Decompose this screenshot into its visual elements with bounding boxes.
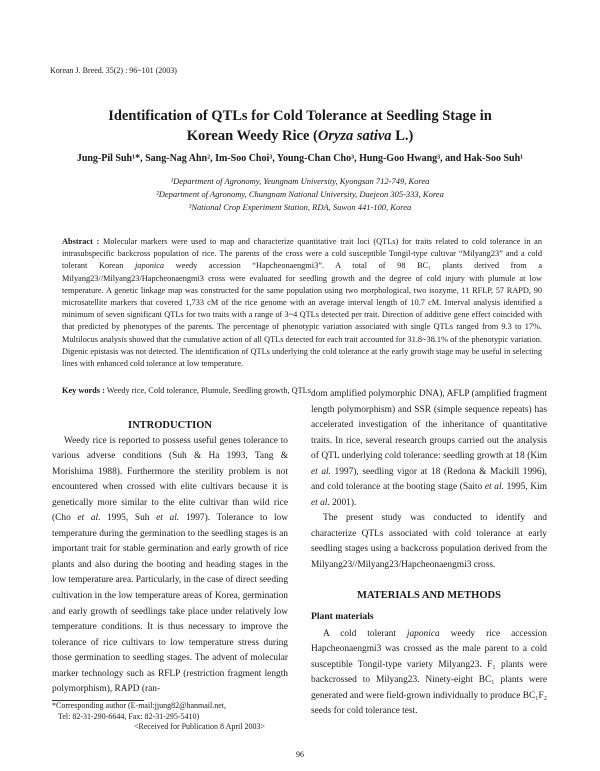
abstract-text-1: Molecular markers were used to map and characterize quantitative trait loci (QTLs) for traits related to cold tolerance in an intrasubspecific backcross population of rice. The parents of the cross were a cold susceptible Tongil-type cultivar “Milyang23” and a cold tolerant Korean xyxy=(62,237,542,271)
intro-cont-etal-3: et al. xyxy=(311,497,330,508)
intro-paragraph-2: The present study was conducted to identify and characterize QTLs associated with cold tolerance at early seedling stages using a backcross population derived from the Milyang23//Milyang23/Hapcheonaengmi3 cross. xyxy=(311,513,547,571)
intro-cont-etal-2: et al. xyxy=(484,482,504,493)
methods-text-b: weedy rice accession Hapcheonaengmi3 was crossed as the male parent to a cold susceptible Tongil-type variety Milyang23. F₁ plants were backcrossed to Milyang23. Ninety-eight BC₁ plants were generated and were field-grown individually to produce BC₁F₂ seeds for cold tolerance test. xyxy=(311,628,547,717)
intro-text-a: Weedy rice is reported to possess useful genes tolerance to various adverse conditions (Suh & Ha 1993, Tang & Morishima 1988). Furthermore the sterility problem is not encountered when crossed with elite cultivars because it is genetically more similar to the elite cultivar than wild rice (Cho xyxy=(52,435,288,524)
footnote-line-1: *Corresponding author (E-mail:jjung82@hanmail.net, xyxy=(52,701,226,710)
page-number: 96 xyxy=(296,750,304,759)
intro-text-c: 1997). Tolerance to low temperature during the germination to the seedling stages is an important trait for stable germination and early growth of rice plants and also during the booting and heading stages in the low temperature area. Particularly, in the case of direct seeding cultivation in the low temperature areas of Korea, germination and early growth of seedlings take place under relatively low temperature conditions. It is thus necessary to improve the tolerance of rice cultivars to low temperature stress during those germination to seedling stages. The advent of molecular marker technology such as RFLP (restriction fragment length polymorphism), RAPD (ran- xyxy=(52,513,289,695)
right-column xyxy=(311,387,547,720)
methods-text-a: A cold tolerant xyxy=(323,628,407,639)
left-column xyxy=(52,418,288,698)
introduction-heading: INTRODUCTION xyxy=(127,420,212,431)
keywords-label: Key words : xyxy=(62,386,105,395)
title-line-2-end: L.) xyxy=(391,128,414,144)
intro-cont-etal-1: et al. xyxy=(311,466,331,477)
footnote xyxy=(52,701,302,733)
methods-heading: MATERIALS AND METHODS xyxy=(357,589,501,601)
intro-paragraph-1 xyxy=(52,434,288,698)
abstract-label: Abstract : xyxy=(62,237,100,246)
methods-paragraph xyxy=(311,627,547,720)
intro-etal-1: et al. xyxy=(77,513,101,524)
plant-materials-heading: Plant materials xyxy=(311,611,374,623)
intro-cont-a: dom amplified polymorphic DNA), AFLP (amplified fragment length polymorphism) and SSR (simple sequence repeats) has accelerated investigation of the inheritance of quantitative traits. In rice, several research groups carried out the analysis of QTL underlying cold tolerance: seedling growth at 18 (Kim xyxy=(311,389,547,462)
intro-cont-b: 1997), seedling vigor at 18 (Redona & Mackill 1996), and cold tolerance at the booting stage (Saito xyxy=(311,466,547,493)
keywords-text: Weedy rice, Cold tolerance, Plumule, Seedling growth, QTLs xyxy=(104,386,311,395)
affiliation-1: ¹Department of Agronomy, Yeungnam University, Kyongsan 712-749, Korea xyxy=(170,176,430,186)
intro-cont-d: 2001). xyxy=(329,497,357,508)
affiliations xyxy=(40,175,560,214)
abstract-text-2: weedy accession “Hapcheonaengmi3”. A total of 98 BC₁ plants derived from a Milyang23//Milyang23/Hapcheonaengmi3 cross were evaluated for seedling growth and the degree of cold injury with plumule at low temperature. A genetic linkage map was constructed for the same population using two morphological, two isozyme, 11 RFLP, 57 RAPD, 90 microsatellite markers that covered 1,733 cM of the rice genome with an average interval length of 10.7 cM. Interval analysis identified a minimum of seven significant QTLs for two traits with a range of 3~4 QTLs detected per trait. Direction of additive gene effect coincided with that predicted by phenotypes of the parents. The percentage of phenotypic variation associated with single QTLs ranged from 9.3 to 17%. Multilocus analysis showed that the cumulative action of all QTLs detected for each trait accounted for 31.8~38.1% of the phenotypic variation. Digenic epistasis was not detected. The identification of QTLs underlying the cold tolerance at the early growth stage may be useful in selecting lines with enhanced cold tolerance at low temperature. xyxy=(62,261,543,369)
title-line-2 xyxy=(40,126,560,146)
title-line-2-text: Korean Weedy Rice ( xyxy=(186,128,318,144)
journal-header: Korean J. Breed. 35(2) : 96~101 (2003) xyxy=(50,66,177,75)
author-list: Jung-Pil Suh¹*, Sang-Nag Ahn², Im-Soo Choi³, Young-Chan Cho³, Hung-Goo Hwang³, and Hak-Soo Suh¹ xyxy=(76,153,524,164)
footnote-line-2: Tel: 82-31-290-6644, Fax: 82-31-295-5410) xyxy=(58,711,200,721)
abstract-italic: japonica xyxy=(135,261,165,271)
abstract xyxy=(62,236,542,370)
title-line-1: Identification of QTLs for Cold Tolerance at Seedling Stage in xyxy=(108,108,492,124)
methods-italic: japonica xyxy=(406,628,440,639)
paper-title xyxy=(40,106,560,146)
intro-etal-2: et al. xyxy=(156,513,180,524)
intro-text-b: 1995, Suh xyxy=(100,513,157,524)
intro-cont-c: 1995, Kim xyxy=(503,482,547,493)
intro-continued xyxy=(311,387,547,511)
received-date: <Received for Publication 8 April 2003> xyxy=(134,722,265,731)
affiliation-3: ³National Crop Experiment Station, RDA, Suwon 441-100, Korea xyxy=(188,202,412,212)
species-name: Oryza sativa xyxy=(317,128,392,144)
affiliation-2: ²Department of Agronomy, Chungnam National University, Daejeon 305-333, Korea xyxy=(156,189,444,199)
